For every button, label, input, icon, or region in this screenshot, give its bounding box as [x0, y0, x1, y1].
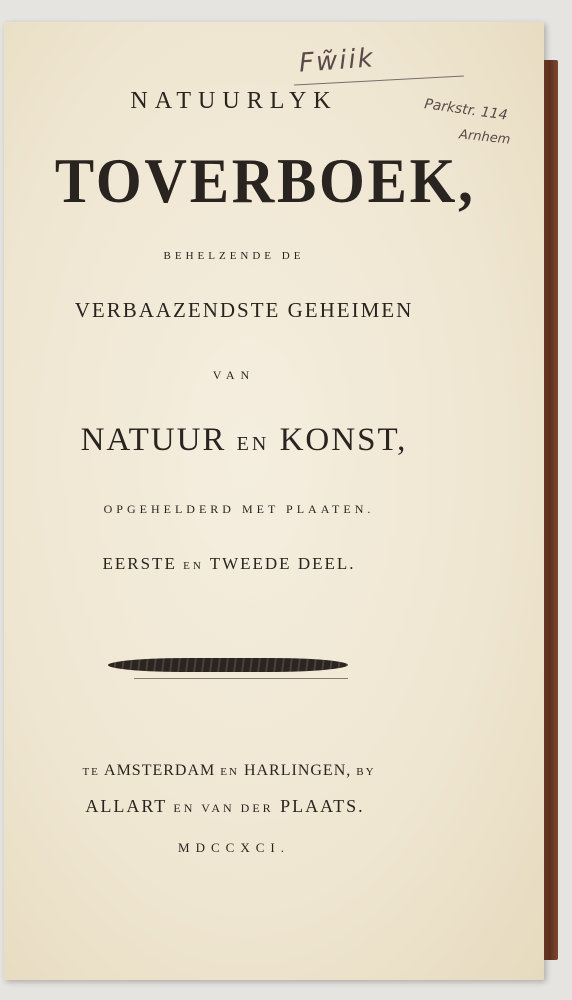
- volume-line: [64, 554, 394, 574]
- en-van-der-word: EN VAN DER: [173, 801, 274, 815]
- illustrated-line: OPGEHELDERD MET PLAATEN.: [103, 502, 375, 516]
- printer-ornament: [107, 658, 349, 672]
- harlingen-word: HARLINGEN,: [238, 762, 357, 779]
- secrets-line: VERBAAZENDSTE GEHEIMEN: [74, 298, 414, 322]
- ornament-rule: [134, 678, 348, 679]
- title-top-line: NATUURLYK: [130, 88, 338, 114]
- main-title: TOVERBOEK,: [54, 145, 476, 216]
- te-word: TE: [82, 766, 100, 778]
- by-word: BY: [356, 766, 376, 778]
- en-word-2: EN: [183, 560, 204, 572]
- handwritten-city: Arnhem: [458, 127, 512, 148]
- handwritten-address: Parkstr. 114: [423, 96, 509, 124]
- konst-word: KONST,: [269, 422, 408, 458]
- imprint-year: MDCCXCI.: [178, 840, 290, 855]
- tweede-deel-word: TWEEDE DEEL.: [203, 554, 356, 573]
- allart-word: ALLART: [85, 796, 174, 816]
- imprint-place-line: [64, 762, 394, 780]
- nature-art-line: [64, 422, 424, 459]
- plaats-word: PLAATS.: [273, 796, 365, 816]
- van-line: VAN: [212, 368, 256, 382]
- title-page: [4, 22, 544, 980]
- amsterdam-word: AMSTERDAM: [99, 762, 221, 779]
- natuur-word: NATUUR: [80, 422, 237, 458]
- imprint-publisher-line: [56, 796, 394, 817]
- subtitle-line: BEHELZENDE DE: [163, 250, 305, 262]
- handwritten-signature: Fw̃iik: [298, 43, 376, 79]
- en-word: EN: [236, 433, 270, 455]
- en-word-3: EN: [220, 766, 239, 778]
- eerste-word: EERSTE: [102, 554, 184, 573]
